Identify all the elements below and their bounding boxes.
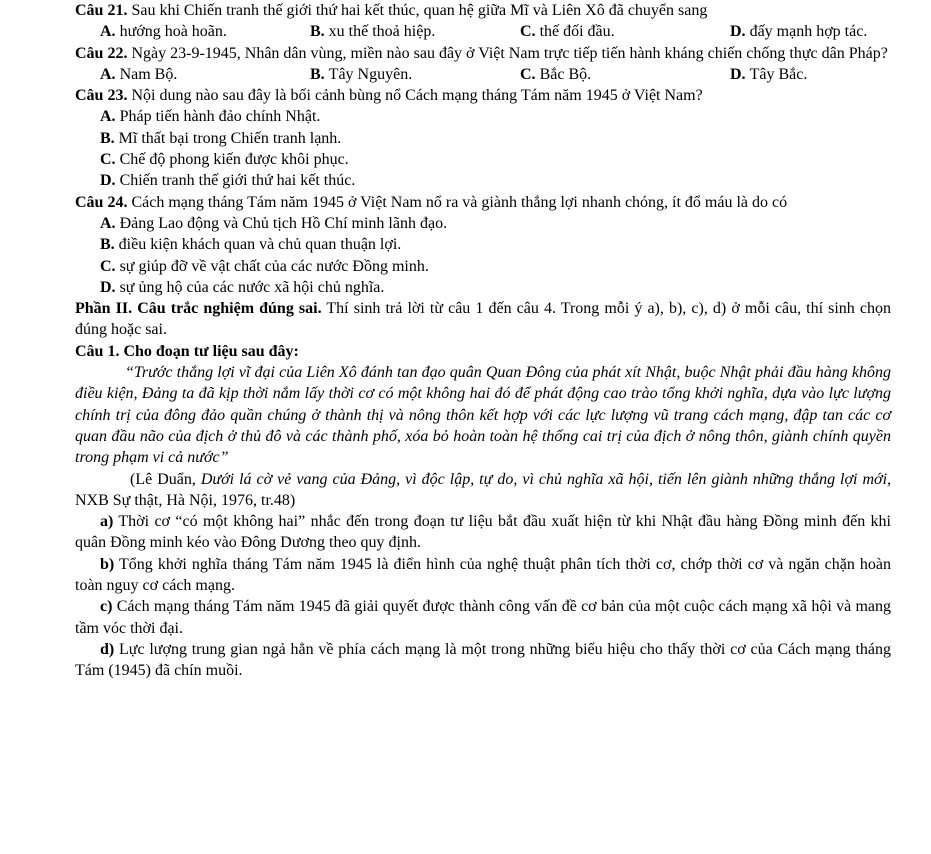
option-d: D. Chiến tranh thế giới thứ hai kết thúc. xyxy=(100,172,356,190)
option-b: B. điều kiện khách quan và chủ quan thuận lợi. xyxy=(100,236,402,254)
question-label: Câu 23. xyxy=(75,87,128,105)
statement-d: d) Lực lượng trung gian ngả hẳn về phía cách mạng là một trong những biểu hiệu cho thấy thời cơ của Cách mạng tháng Tám (1945) đã chín muồi. xyxy=(75,640,892,680)
option-d: D. Tây Bắc. xyxy=(730,65,808,83)
statement-a: a) Thời cơ “có một không hai” nhắc đến trong đoạn tư liệu bắt đầu xuất hiện từ khi Nhật đầu hàng Đồng minh đến khi quân Đồng minh kéo vào Đông Dương theo quy định. xyxy=(75,513,891,552)
question-21 xyxy=(75,0,891,21)
part-instructions: Thí sinh trả lời từ câu 1 đến câu 4. Trong mỗi ý a), b), c), d) ở mỗi câu, thí sinh chọn đúng hoặc sai. xyxy=(75,300,892,339)
question-text: Nội dung nào sau đây là bối cảnh bùng nổ Cách mạng tháng Tám năm 1945 ở Việt Nam? xyxy=(131,87,703,105)
option-d: D. đấy mạnh hợp tác. xyxy=(730,23,868,41)
question-24 xyxy=(75,192,891,213)
part-2-header xyxy=(75,298,891,341)
question-text: Ngày 23-9-1945, Nhân dân vùng, miền nào sau đây ở Việt Nam trực tiếp tiến hành kháng chiến chống thực dân Pháp? xyxy=(131,44,888,62)
question-22 xyxy=(75,43,891,64)
option-a: A. Đảng Lao động và Chủ tịch Hồ Chí minh lãnh đạo. xyxy=(100,214,448,232)
question-label: Câu 24. xyxy=(75,193,128,211)
option-b: B. xu thế thoả hiệp. xyxy=(310,23,436,41)
option-a: A. Nam Bộ. xyxy=(100,65,178,83)
option-c: C. Bắc Bộ. xyxy=(520,65,592,83)
question-label: Câu 21. xyxy=(75,2,128,19)
option-c: C. sự giúp đỡ về vật chất của các nước Đồng minh. xyxy=(100,257,429,275)
statement-c: c) Cách mạng tháng Tám năm 1945 đã giải quyết được thành công vấn đề cơ bản của một cuộc cách mạng xã hội và mang tầm vóc thời đại. xyxy=(75,598,892,637)
option-c: C. Chế độ phong kiến được khôi phục. xyxy=(100,151,349,169)
source-quote: “Trước thắng lợi vĩ đại của Liên Xô đánh tan đạo quân Quan Đông của phát xít Nhật, buộc Nhật phải đầu hàng không điều kiện, Đảng ta đã kịp thời nắm lấy thời cơ có một không hai đó để phát động cao trào tổng khởi nghĩa, dựa vào lực lượng chính trị của đông đảo quần chúng ở thành thị và nông thôn kết hợp với các lực lượng vũ trang cách mạng, đập tan các cơ quan đầu não của địch ở thủ đô và các thành phố, xóa bỏ hoàn toàn hệ thống cai trị của địch ở nông thôn, giành chính quyền trong phạm vi cả nước” xyxy=(75,364,891,467)
question-1-label: Câu 1. Cho đoạn tư liệu sau đây: xyxy=(75,342,299,360)
option-b: B. Tây Nguyên. xyxy=(310,65,413,83)
option-b: B. Mĩ thất bại trong Chiến tranh lạnh. xyxy=(100,129,342,147)
option-d: D. sự ủng hộ của các nước xã hội chủ nghĩa. xyxy=(100,278,385,296)
part-label: Phần II. Câu trắc nghiệm đúng sai. xyxy=(75,300,322,318)
statement-b: b) Tổng khởi nghĩa tháng Tám năm 1945 là điển hình của nghệ thuật phân tích thời cơ, chớp thời cơ và ngăn chặn hoàn toàn nguy cơ cách mạng. xyxy=(75,555,891,595)
question-label: Câu 22. xyxy=(75,44,128,62)
option-a: A. hướng hoà hoãn. xyxy=(100,23,227,41)
question-23 xyxy=(75,85,891,106)
option-c: C. thế đối đầu. xyxy=(520,23,615,41)
option-a: A. Pháp tiến hành đảo chính Nhật. xyxy=(100,108,321,126)
options-row xyxy=(75,64,891,85)
question-text: Cách mạng tháng Tám năm 1945 ở Việt Nam nổ ra và giành thắng lợi nhanh chóng, ít đổ máu là do có xyxy=(131,193,788,211)
question-text: Sau khi Chiến tranh thế giới thứ hai kết thúc, quan hệ giữa Mĩ và Liên Xô đã chuyển sang xyxy=(131,2,708,19)
source-citation: (Lê Duẩn, Dưới lá cờ vẻ vang của Đảng, vì độc lập, tự do, vì chủ nghĩa xã hội, tiến lên giành những thắng lợi mới, NXB Sự thật, Hà Nội, 1976, tr.48) xyxy=(75,470,892,509)
options-row xyxy=(75,21,891,42)
